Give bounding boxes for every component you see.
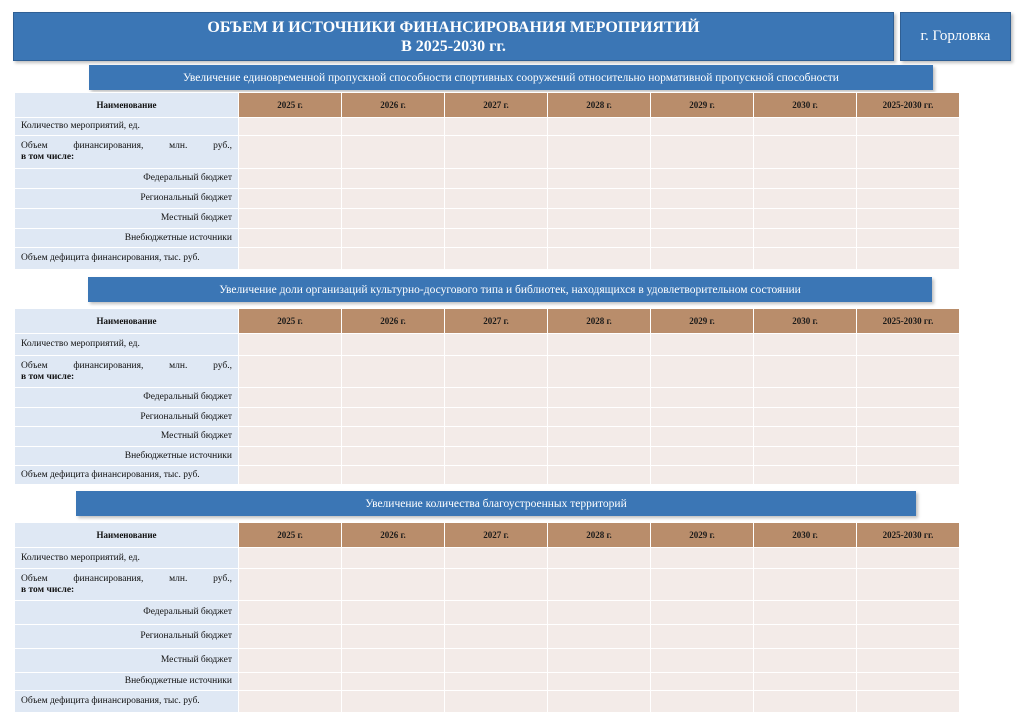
data-cell — [651, 673, 754, 691]
header-year: 2028 г. — [548, 523, 651, 548]
data-cell — [548, 569, 651, 601]
header-year-total: 2025-2030 гг. — [857, 523, 960, 548]
header-year: 2026 г. — [342, 309, 445, 334]
row-label-volume — [15, 136, 239, 169]
data-cell — [445, 691, 548, 713]
page-title-line2: В 2025-2030 гг. — [401, 37, 506, 55]
data-cell — [342, 649, 445, 673]
data-cell — [548, 466, 651, 485]
data-cell — [342, 356, 445, 388]
data-cell — [445, 673, 548, 691]
data-cell — [651, 334, 754, 356]
header-name: Наименование — [15, 309, 239, 334]
header-year: 2026 г. — [342, 523, 445, 548]
data-cell — [239, 189, 342, 209]
data-cell — [239, 466, 342, 485]
data-cell — [651, 209, 754, 229]
volume-word: финансирования, — [73, 360, 144, 371]
row-label-extra: Внебюджетные источники — [15, 229, 239, 248]
volume-word: руб., — [213, 360, 232, 371]
data-cell — [445, 388, 548, 408]
financing-table-3 — [14, 522, 960, 713]
data-cell — [548, 334, 651, 356]
data-cell — [857, 356, 960, 388]
row-label-local: Местный бюджет — [15, 649, 239, 673]
data-cell — [857, 447, 960, 466]
data-cell — [651, 408, 754, 427]
data-cell — [342, 569, 445, 601]
data-cell — [445, 189, 548, 209]
row-label-local: Местный бюджет — [15, 427, 239, 447]
header-year: 2030 г. — [754, 309, 857, 334]
header-year-total: 2025-2030 гг. — [857, 309, 960, 334]
row-label-count: Количество мероприятий, ед. — [15, 334, 239, 356]
volume-word: финансирования, — [73, 141, 144, 151]
data-cell — [651, 548, 754, 569]
header-year: 2029 г. — [651, 523, 754, 548]
data-cell — [651, 447, 754, 466]
volume-word: млн. — [169, 360, 188, 371]
row-label-volume — [15, 569, 239, 601]
including-label: в том числе: — [21, 371, 75, 382]
data-cell — [548, 248, 651, 270]
data-cell — [445, 625, 548, 649]
data-cell — [342, 601, 445, 625]
data-cell — [342, 189, 445, 209]
data-cell — [342, 625, 445, 649]
data-cell — [239, 569, 342, 601]
row-label-extra: Внебюджетные источники — [15, 447, 239, 466]
row-label-count: Количество мероприятий, ед. — [15, 118, 239, 136]
data-cell — [548, 408, 651, 427]
data-cell — [445, 136, 548, 169]
header-year: 2028 г. — [548, 309, 651, 334]
row-label-federal: Федеральный бюджет — [15, 169, 239, 189]
section-banner-1: Увеличение единовременной пропускной способности спортивных сооружений относительно нормативной пропускной способности — [89, 65, 933, 90]
volume-word: Объем — [21, 573, 48, 584]
volume-word: млн. — [169, 573, 188, 584]
data-cell — [548, 548, 651, 569]
data-cell — [239, 209, 342, 229]
data-cell — [857, 427, 960, 447]
data-cell — [857, 189, 960, 209]
volume-word: Объем — [21, 360, 48, 371]
data-cell — [445, 118, 548, 136]
data-cell — [239, 118, 342, 136]
data-cell — [857, 248, 960, 270]
data-cell — [857, 229, 960, 248]
data-cell — [548, 169, 651, 189]
data-cell — [651, 427, 754, 447]
data-cell — [445, 408, 548, 427]
row-label-volume — [15, 356, 239, 388]
data-cell — [651, 356, 754, 388]
row-label-regional: Региональный бюджет — [15, 625, 239, 649]
data-cell — [651, 466, 754, 485]
data-cell — [548, 673, 651, 691]
data-cell — [342, 136, 445, 169]
data-cell — [754, 691, 857, 713]
data-cell — [651, 625, 754, 649]
data-cell — [857, 649, 960, 673]
data-cell — [651, 569, 754, 601]
data-cell — [754, 673, 857, 691]
data-cell — [445, 356, 548, 388]
volume-word: млн. — [169, 141, 188, 151]
data-cell — [239, 447, 342, 466]
data-cell — [754, 569, 857, 601]
data-cell — [651, 248, 754, 270]
data-cell — [548, 649, 651, 673]
data-cell — [239, 673, 342, 691]
section-banner-2: Увеличение доли организаций культурно-досугового типа и библиотек, находящихся в удовлетворительном состоянии — [88, 277, 932, 302]
data-cell — [445, 466, 548, 485]
header-year: 2030 г. — [754, 93, 857, 118]
data-cell — [239, 334, 342, 356]
data-cell — [754, 388, 857, 408]
data-cell — [342, 229, 445, 248]
data-cell — [754, 447, 857, 466]
including-label: в том числе: — [21, 584, 75, 595]
row-label-deficit: Объем дефицита финансирования, тыс. руб. — [15, 691, 239, 713]
data-cell — [239, 356, 342, 388]
row-label-federal: Федеральный бюджет — [15, 601, 239, 625]
data-cell — [857, 136, 960, 169]
header-year: 2025 г. — [239, 93, 342, 118]
data-cell — [754, 136, 857, 169]
data-cell — [754, 169, 857, 189]
volume-word: руб., — [213, 141, 232, 151]
data-cell — [857, 118, 960, 136]
data-cell — [548, 691, 651, 713]
header-year: 2029 г. — [651, 93, 754, 118]
data-cell — [445, 334, 548, 356]
data-cell — [445, 447, 548, 466]
data-cell — [651, 388, 754, 408]
data-cell — [651, 691, 754, 713]
page-title-box — [13, 12, 894, 61]
data-cell — [754, 427, 857, 447]
data-cell — [445, 649, 548, 673]
header-name: Наименование — [15, 523, 239, 548]
data-cell — [754, 625, 857, 649]
data-cell — [857, 569, 960, 601]
data-cell — [651, 649, 754, 673]
data-cell — [857, 169, 960, 189]
data-cell — [754, 334, 857, 356]
data-cell — [445, 209, 548, 229]
row-label-regional: Региональный бюджет — [15, 408, 239, 427]
data-cell — [239, 625, 342, 649]
data-cell — [342, 548, 445, 569]
header-year: 2025 г. — [239, 523, 342, 548]
data-cell — [548, 388, 651, 408]
financing-table-2 — [14, 308, 960, 485]
data-cell — [445, 248, 548, 270]
data-cell — [342, 447, 445, 466]
header-year: 2025 г. — [239, 309, 342, 334]
data-cell — [445, 569, 548, 601]
volume-word: финансирования, — [73, 573, 144, 584]
data-cell — [239, 548, 342, 569]
data-cell — [857, 466, 960, 485]
data-cell — [342, 388, 445, 408]
data-cell — [239, 691, 342, 713]
data-cell — [548, 209, 651, 229]
row-label-regional: Региональный бюджет — [15, 189, 239, 209]
data-cell — [548, 136, 651, 169]
section-banner-3: Увеличение количества благоустроенных территорий — [76, 491, 916, 516]
data-cell — [239, 248, 342, 270]
data-cell — [445, 229, 548, 248]
header-year-total: 2025-2030 гг. — [857, 93, 960, 118]
data-cell — [651, 169, 754, 189]
header-year: 2030 г. — [754, 523, 857, 548]
data-cell — [857, 548, 960, 569]
data-cell — [857, 691, 960, 713]
header-year: 2027 г. — [445, 309, 548, 334]
data-cell — [754, 601, 857, 625]
data-cell — [857, 209, 960, 229]
header-name: Наименование — [15, 93, 239, 118]
data-cell — [445, 169, 548, 189]
header-year: 2028 г. — [548, 93, 651, 118]
data-cell — [239, 169, 342, 189]
data-cell — [754, 649, 857, 673]
data-cell — [342, 427, 445, 447]
data-cell — [754, 209, 857, 229]
row-label-local: Местный бюджет — [15, 209, 239, 229]
data-cell — [548, 356, 651, 388]
data-cell — [857, 408, 960, 427]
data-cell — [548, 427, 651, 447]
data-cell — [548, 189, 651, 209]
data-cell — [342, 691, 445, 713]
data-cell — [342, 673, 445, 691]
data-cell — [754, 248, 857, 270]
data-cell — [239, 649, 342, 673]
row-label-federal: Федеральный бюджет — [15, 388, 239, 408]
data-cell — [342, 408, 445, 427]
volume-word: руб., — [213, 573, 232, 584]
data-cell — [651, 601, 754, 625]
data-cell — [239, 229, 342, 248]
data-cell — [239, 408, 342, 427]
data-cell — [651, 229, 754, 248]
data-cell — [342, 334, 445, 356]
city-label: г. Горловка — [900, 12, 1011, 61]
data-cell — [548, 229, 651, 248]
data-cell — [754, 118, 857, 136]
row-label-deficit: Объем дефицита финансирования, тыс. руб. — [15, 248, 239, 270]
data-cell — [548, 625, 651, 649]
data-cell — [342, 118, 445, 136]
data-cell — [857, 625, 960, 649]
data-cell — [239, 427, 342, 447]
header-year: 2029 г. — [651, 309, 754, 334]
data-cell — [754, 229, 857, 248]
row-label-deficit: Объем дефицита финансирования, тыс. руб. — [15, 466, 239, 485]
data-cell — [548, 601, 651, 625]
data-cell — [342, 466, 445, 485]
data-cell — [651, 118, 754, 136]
data-cell — [239, 388, 342, 408]
header-year: 2026 г. — [342, 93, 445, 118]
data-cell — [445, 601, 548, 625]
data-cell — [548, 447, 651, 466]
data-cell — [548, 118, 651, 136]
data-cell — [754, 408, 857, 427]
data-cell — [651, 136, 754, 169]
volume-word: Объем — [21, 141, 48, 151]
data-cell — [857, 601, 960, 625]
data-cell — [239, 136, 342, 169]
data-cell — [651, 189, 754, 209]
data-cell — [342, 209, 445, 229]
data-cell — [445, 548, 548, 569]
including-label: в том числе: — [21, 152, 75, 162]
data-cell — [754, 466, 857, 485]
data-cell — [754, 356, 857, 388]
page-title-line1: ОБЪЕМ И ИСТОЧНИКИ ФИНАНСИРОВАНИЯ МЕРОПРИЯТИЙ — [207, 18, 700, 36]
data-cell — [754, 189, 857, 209]
data-cell — [342, 248, 445, 270]
data-cell — [342, 169, 445, 189]
header-year: 2027 г. — [445, 523, 548, 548]
data-cell — [857, 388, 960, 408]
financing-table-1 — [14, 92, 960, 270]
data-cell — [857, 334, 960, 356]
row-label-count: Количество мероприятий, ед. — [15, 548, 239, 569]
row-label-extra: Внебюджетные источники — [15, 673, 239, 691]
data-cell — [445, 427, 548, 447]
data-cell — [239, 601, 342, 625]
header-year: 2027 г. — [445, 93, 548, 118]
data-cell — [857, 673, 960, 691]
data-cell — [754, 548, 857, 569]
